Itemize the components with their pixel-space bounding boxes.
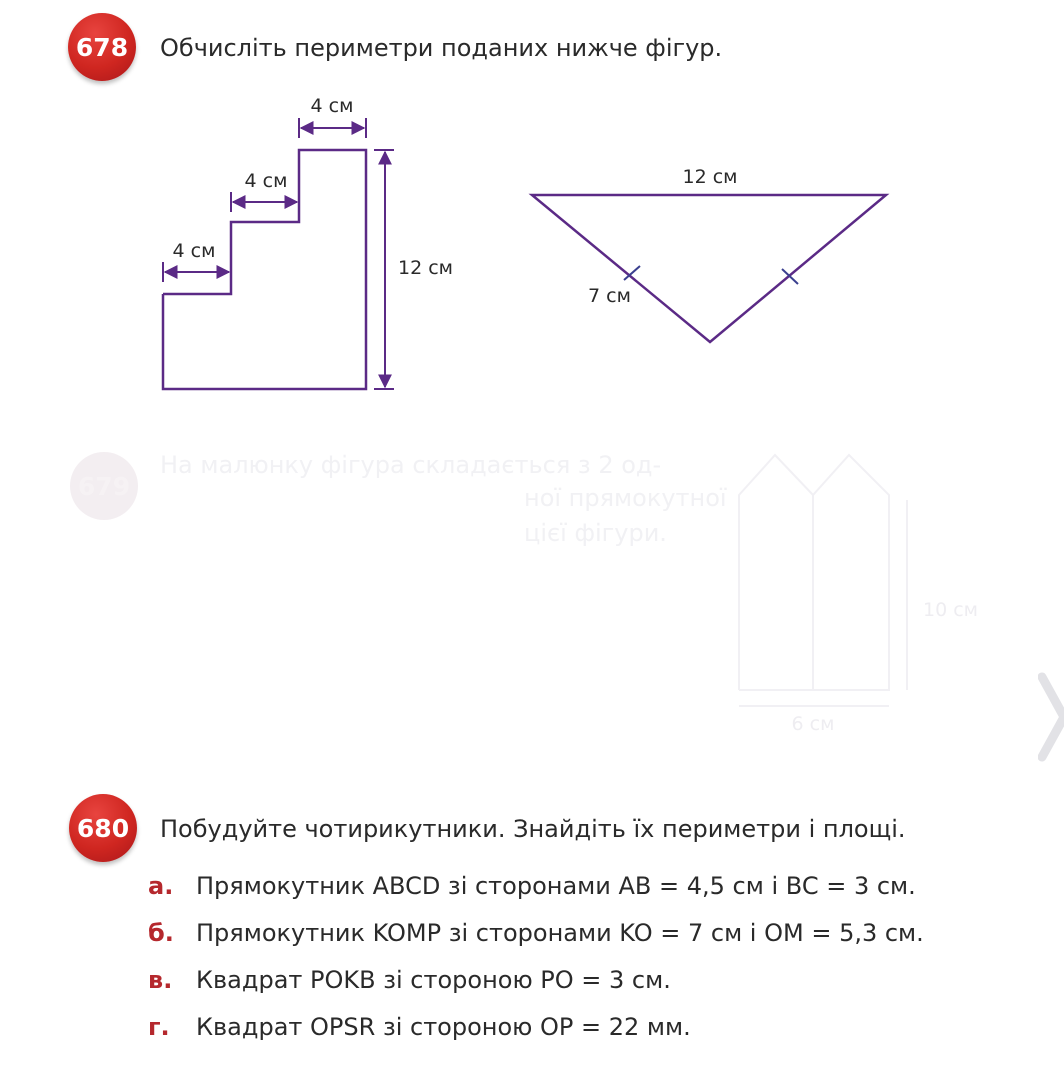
- task-number-badge-680: [69, 794, 137, 862]
- item-label: в.: [148, 966, 173, 994]
- side-label: 7 см: [588, 285, 631, 307]
- task-number-badge-678: [68, 13, 136, 81]
- triangle-outline: [532, 195, 886, 342]
- task-number: 680: [76, 813, 130, 843]
- house-width-label: 6 см: [791, 713, 835, 735]
- item-label: г.: [148, 1013, 170, 1041]
- task-number-badge-679: [70, 452, 138, 520]
- next-page-chevron-icon[interactable]: [1038, 672, 1064, 762]
- item-text: Прямокутник ABCD зі сторонами AB = 4,5 см і BC = 3 см.: [196, 872, 916, 900]
- height-label: 12 см: [398, 257, 453, 279]
- item-label: б.: [148, 919, 174, 947]
- item-text: Квадрат OPSR зі стороною OP = 22 мм.: [196, 1013, 691, 1041]
- task-678-title: Обчисліть периметри поданих нижче фігур.: [160, 34, 723, 62]
- task-680-item-a: [148, 872, 916, 900]
- staircase-figure: [140, 90, 470, 400]
- triangle-figure: [520, 160, 900, 350]
- item-label: а.: [148, 872, 174, 900]
- base-label: 12 см: [682, 166, 738, 188]
- house-height-label: 10 см: [923, 599, 978, 621]
- task-number: 678: [75, 32, 129, 62]
- task-679-line-3: цієї фігури.: [524, 519, 667, 547]
- task-680-item-v: [148, 966, 671, 994]
- task-number: 679: [77, 471, 131, 501]
- task-679-line-1: На малюнку фігура складається з 2 од-: [160, 451, 662, 479]
- house-figure-faded: [725, 450, 985, 740]
- task-680-title: Побудуйте чотирикутники. Знайдіть їх периметри і площі.: [160, 815, 906, 843]
- task-680-item-b: [148, 919, 924, 947]
- bottom-step-label: 4 см: [172, 240, 216, 262]
- task-679-line-2: ної прямокутної: [524, 484, 727, 512]
- item-text: Прямокутник KOMP зі сторонами KO = 7 см і OM = 5,3 см.: [196, 919, 924, 947]
- middle-step-label: 4 см: [244, 170, 288, 192]
- task-680-item-g: [148, 1013, 691, 1041]
- top-step-label: 4 см: [310, 95, 354, 117]
- item-text: Квадрат POKB зі стороною PO = 3 см.: [196, 966, 671, 994]
